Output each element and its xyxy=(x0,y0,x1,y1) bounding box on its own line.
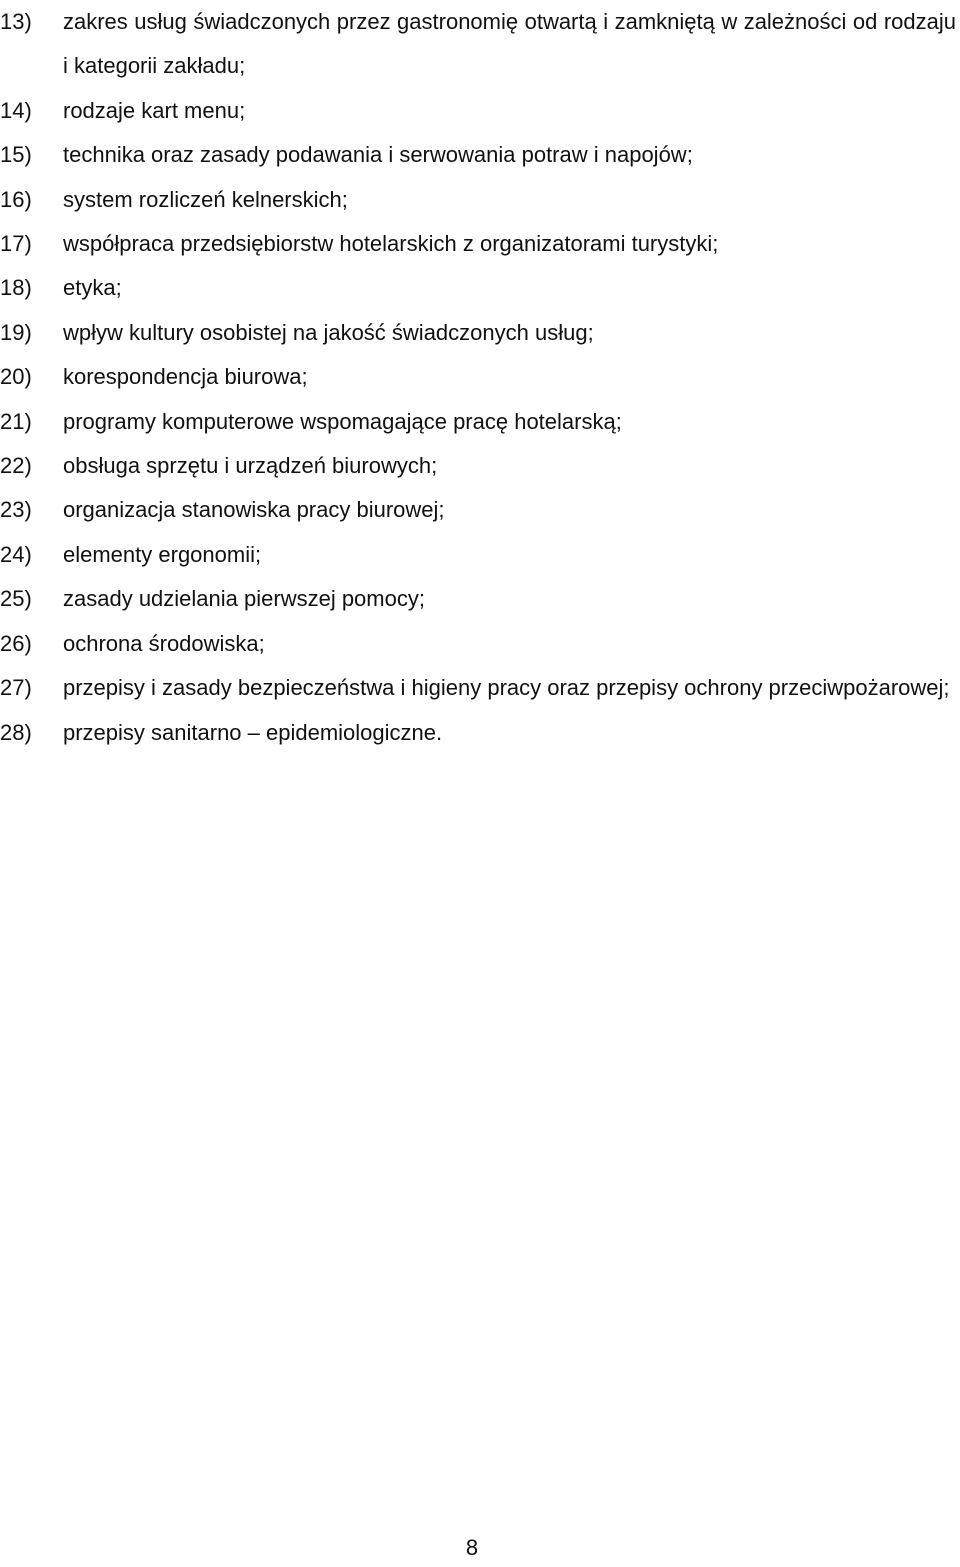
list-item-text: wpływ kultury osobistej na jakość świadczonych usług; xyxy=(63,319,594,345)
list-item-text: system rozliczeń kelnerskich; xyxy=(63,186,348,212)
list-item-text: ochrona środowiska; xyxy=(63,630,265,656)
numbered-list xyxy=(0,0,956,755)
list-item xyxy=(0,178,956,222)
list-item-number: 14) xyxy=(0,97,32,123)
list-item xyxy=(0,666,956,710)
list-item-number: 18) xyxy=(0,275,32,301)
list-item-number: 16) xyxy=(0,186,32,212)
list-item-text: elementy ergonomii; xyxy=(63,541,262,567)
list-item-text: obsługa sprzętu i urządzeń biurowych; xyxy=(63,453,438,479)
list-item xyxy=(0,222,956,266)
list-item-number: 24) xyxy=(0,541,32,567)
list-item-number: 19) xyxy=(0,319,32,345)
list-item-number: 21) xyxy=(0,408,32,434)
list-item xyxy=(0,133,956,177)
list-item xyxy=(0,444,956,488)
list-item-text: zakres usług świadczonych przez gastronomię otwartą i zamkniętą w zależności od rodzaju i kategorii zakładu; xyxy=(63,9,956,79)
list-item-number: 25) xyxy=(0,586,32,612)
list-item xyxy=(0,488,956,532)
list-item-text: rodzaje kart menu; xyxy=(63,97,246,123)
list-item xyxy=(0,355,956,399)
list-item-text: korespondencja biurowa; xyxy=(63,364,308,390)
list-item-number: 26) xyxy=(0,630,32,656)
list-item xyxy=(0,533,956,577)
list-item xyxy=(0,622,956,666)
page-number: 8 xyxy=(465,1535,479,1560)
list-item-text: zasady udzielania pierwszej pomocy; xyxy=(63,586,425,612)
list-item-number: 28) xyxy=(0,719,32,745)
list-item-text: przepisy sanitarno – epidemiologiczne. xyxy=(63,719,443,745)
list-item-number: 13) xyxy=(0,9,32,34)
list-item-number: 20) xyxy=(0,364,32,390)
list-item-number: 27) xyxy=(0,675,32,701)
list-item-number: 17) xyxy=(0,231,32,257)
list-item-number: 22) xyxy=(0,453,32,479)
list-item xyxy=(0,400,956,444)
list-item xyxy=(0,0,956,89)
list-item-text: współpraca przedsiębiorstw hotelarskich z organizatorami turystyki; xyxy=(63,231,719,257)
list-item-number: 15) xyxy=(0,142,32,168)
list-item-text: etyka; xyxy=(63,275,122,301)
list-item xyxy=(0,311,956,355)
list-item-text: organizacja stanowiska pracy biurowej; xyxy=(63,497,445,523)
list-item-number: 23) xyxy=(0,497,32,523)
list-item-text: programy komputerowe wspomagające pracę hotelarską; xyxy=(63,408,622,434)
list-item-text: technika oraz zasady podawania i serwowania potraw i napojów; xyxy=(63,142,693,168)
list-item-text: przepisy i zasady bezpieczeństwa i higieny pracy oraz przepisy ochrony przeciwpożarowej; xyxy=(63,675,950,701)
list-item xyxy=(0,89,956,133)
list-item xyxy=(0,577,956,621)
list-item xyxy=(0,266,956,310)
list-item xyxy=(0,711,956,755)
